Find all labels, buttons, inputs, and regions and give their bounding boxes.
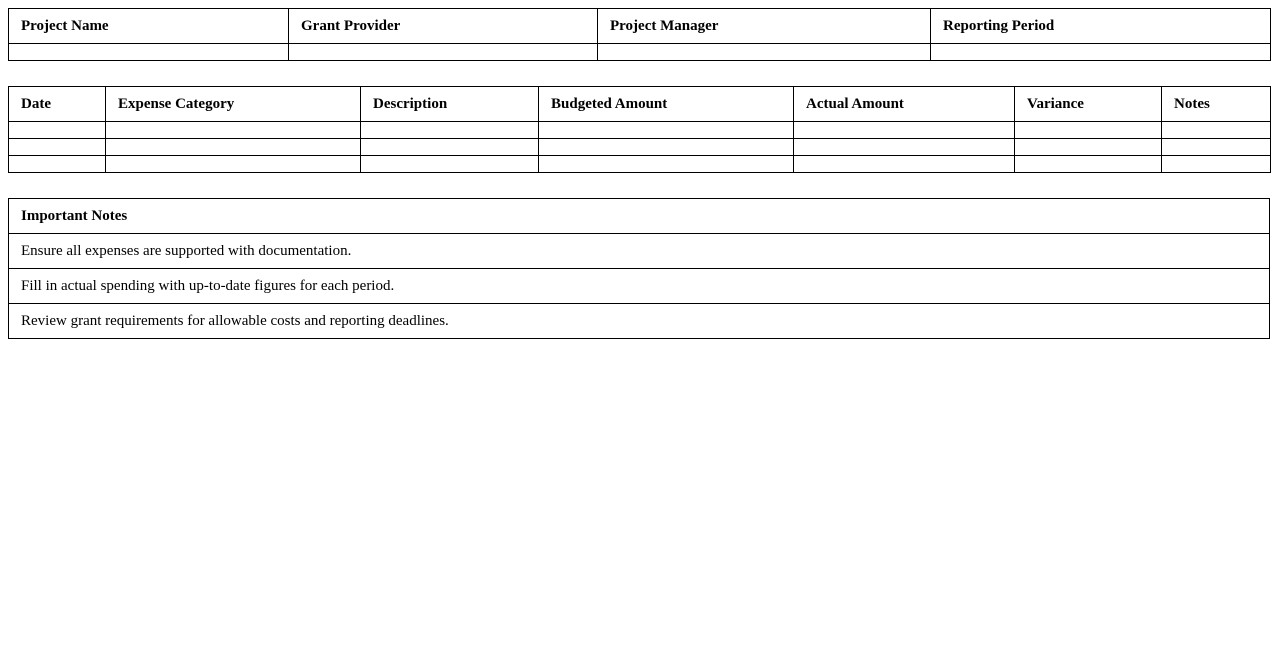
- important-notes-title: Important Notes: [9, 199, 1270, 234]
- list-item: [9, 304, 1270, 339]
- project-info-table: [8, 8, 1271, 61]
- budgeted-amount-cell[interactable]: [539, 156, 794, 173]
- reporting-period-header: Reporting Period: [931, 9, 1271, 44]
- grant-provider-cell[interactable]: [289, 44, 598, 61]
- reporting-period-cell[interactable]: [931, 44, 1271, 61]
- actual-amount-cell[interactable]: [794, 156, 1015, 173]
- variance-header: Variance: [1015, 87, 1162, 122]
- note-text: Review grant requirements for allowable costs and reporting deadlines.: [9, 304, 1270, 339]
- variance-cell[interactable]: [1015, 139, 1162, 156]
- project-name-header: Project Name: [9, 9, 289, 44]
- variance-cell[interactable]: [1015, 156, 1162, 173]
- table-row: [9, 139, 1271, 156]
- date-cell[interactable]: [9, 156, 106, 173]
- date-cell[interactable]: [9, 139, 106, 156]
- description-cell[interactable]: [361, 139, 539, 156]
- list-item: [9, 269, 1270, 304]
- expense-category-cell[interactable]: [106, 156, 361, 173]
- actual-amount-cell[interactable]: [794, 139, 1015, 156]
- list-item: [9, 234, 1270, 269]
- expense-category-cell[interactable]: [106, 139, 361, 156]
- actual-amount-cell[interactable]: [794, 122, 1015, 139]
- budgeted-amount-header: Budgeted Amount: [539, 87, 794, 122]
- project-manager-cell[interactable]: [598, 44, 931, 61]
- expense-category-cell[interactable]: [106, 122, 361, 139]
- notes-header-row: [9, 199, 1270, 234]
- project-name-cell[interactable]: [9, 44, 289, 61]
- variance-cell[interactable]: [1015, 122, 1162, 139]
- notes-cell[interactable]: [1162, 156, 1271, 173]
- note-text: Ensure all expenses are supported with documentation.: [9, 234, 1270, 269]
- description-cell[interactable]: [361, 122, 539, 139]
- note-text: Fill in actual spending with up-to-date figures for each period.: [9, 269, 1270, 304]
- date-cell[interactable]: [9, 122, 106, 139]
- budgeted-amount-cell[interactable]: [539, 122, 794, 139]
- important-notes-table: [8, 198, 1270, 339]
- project-manager-header: Project Manager: [598, 9, 931, 44]
- project-info-header-row: [9, 9, 1271, 44]
- actual-amount-header: Actual Amount: [794, 87, 1015, 122]
- budgeted-amount-cell[interactable]: [539, 139, 794, 156]
- notes-cell[interactable]: [1162, 139, 1271, 156]
- expense-table: [8, 86, 1271, 173]
- notes-header: Notes: [1162, 87, 1271, 122]
- project-info-row: [9, 44, 1271, 61]
- notes-cell[interactable]: [1162, 122, 1271, 139]
- description-cell[interactable]: [361, 156, 539, 173]
- description-header: Description: [361, 87, 539, 122]
- table-row: [9, 122, 1271, 139]
- expense-header-row: [9, 87, 1271, 122]
- date-header: Date: [9, 87, 106, 122]
- grant-budget-sheet: [8, 8, 1270, 339]
- expense-category-header: Expense Category: [106, 87, 361, 122]
- grant-provider-header: Grant Provider: [289, 9, 598, 44]
- table-row: [9, 156, 1271, 173]
